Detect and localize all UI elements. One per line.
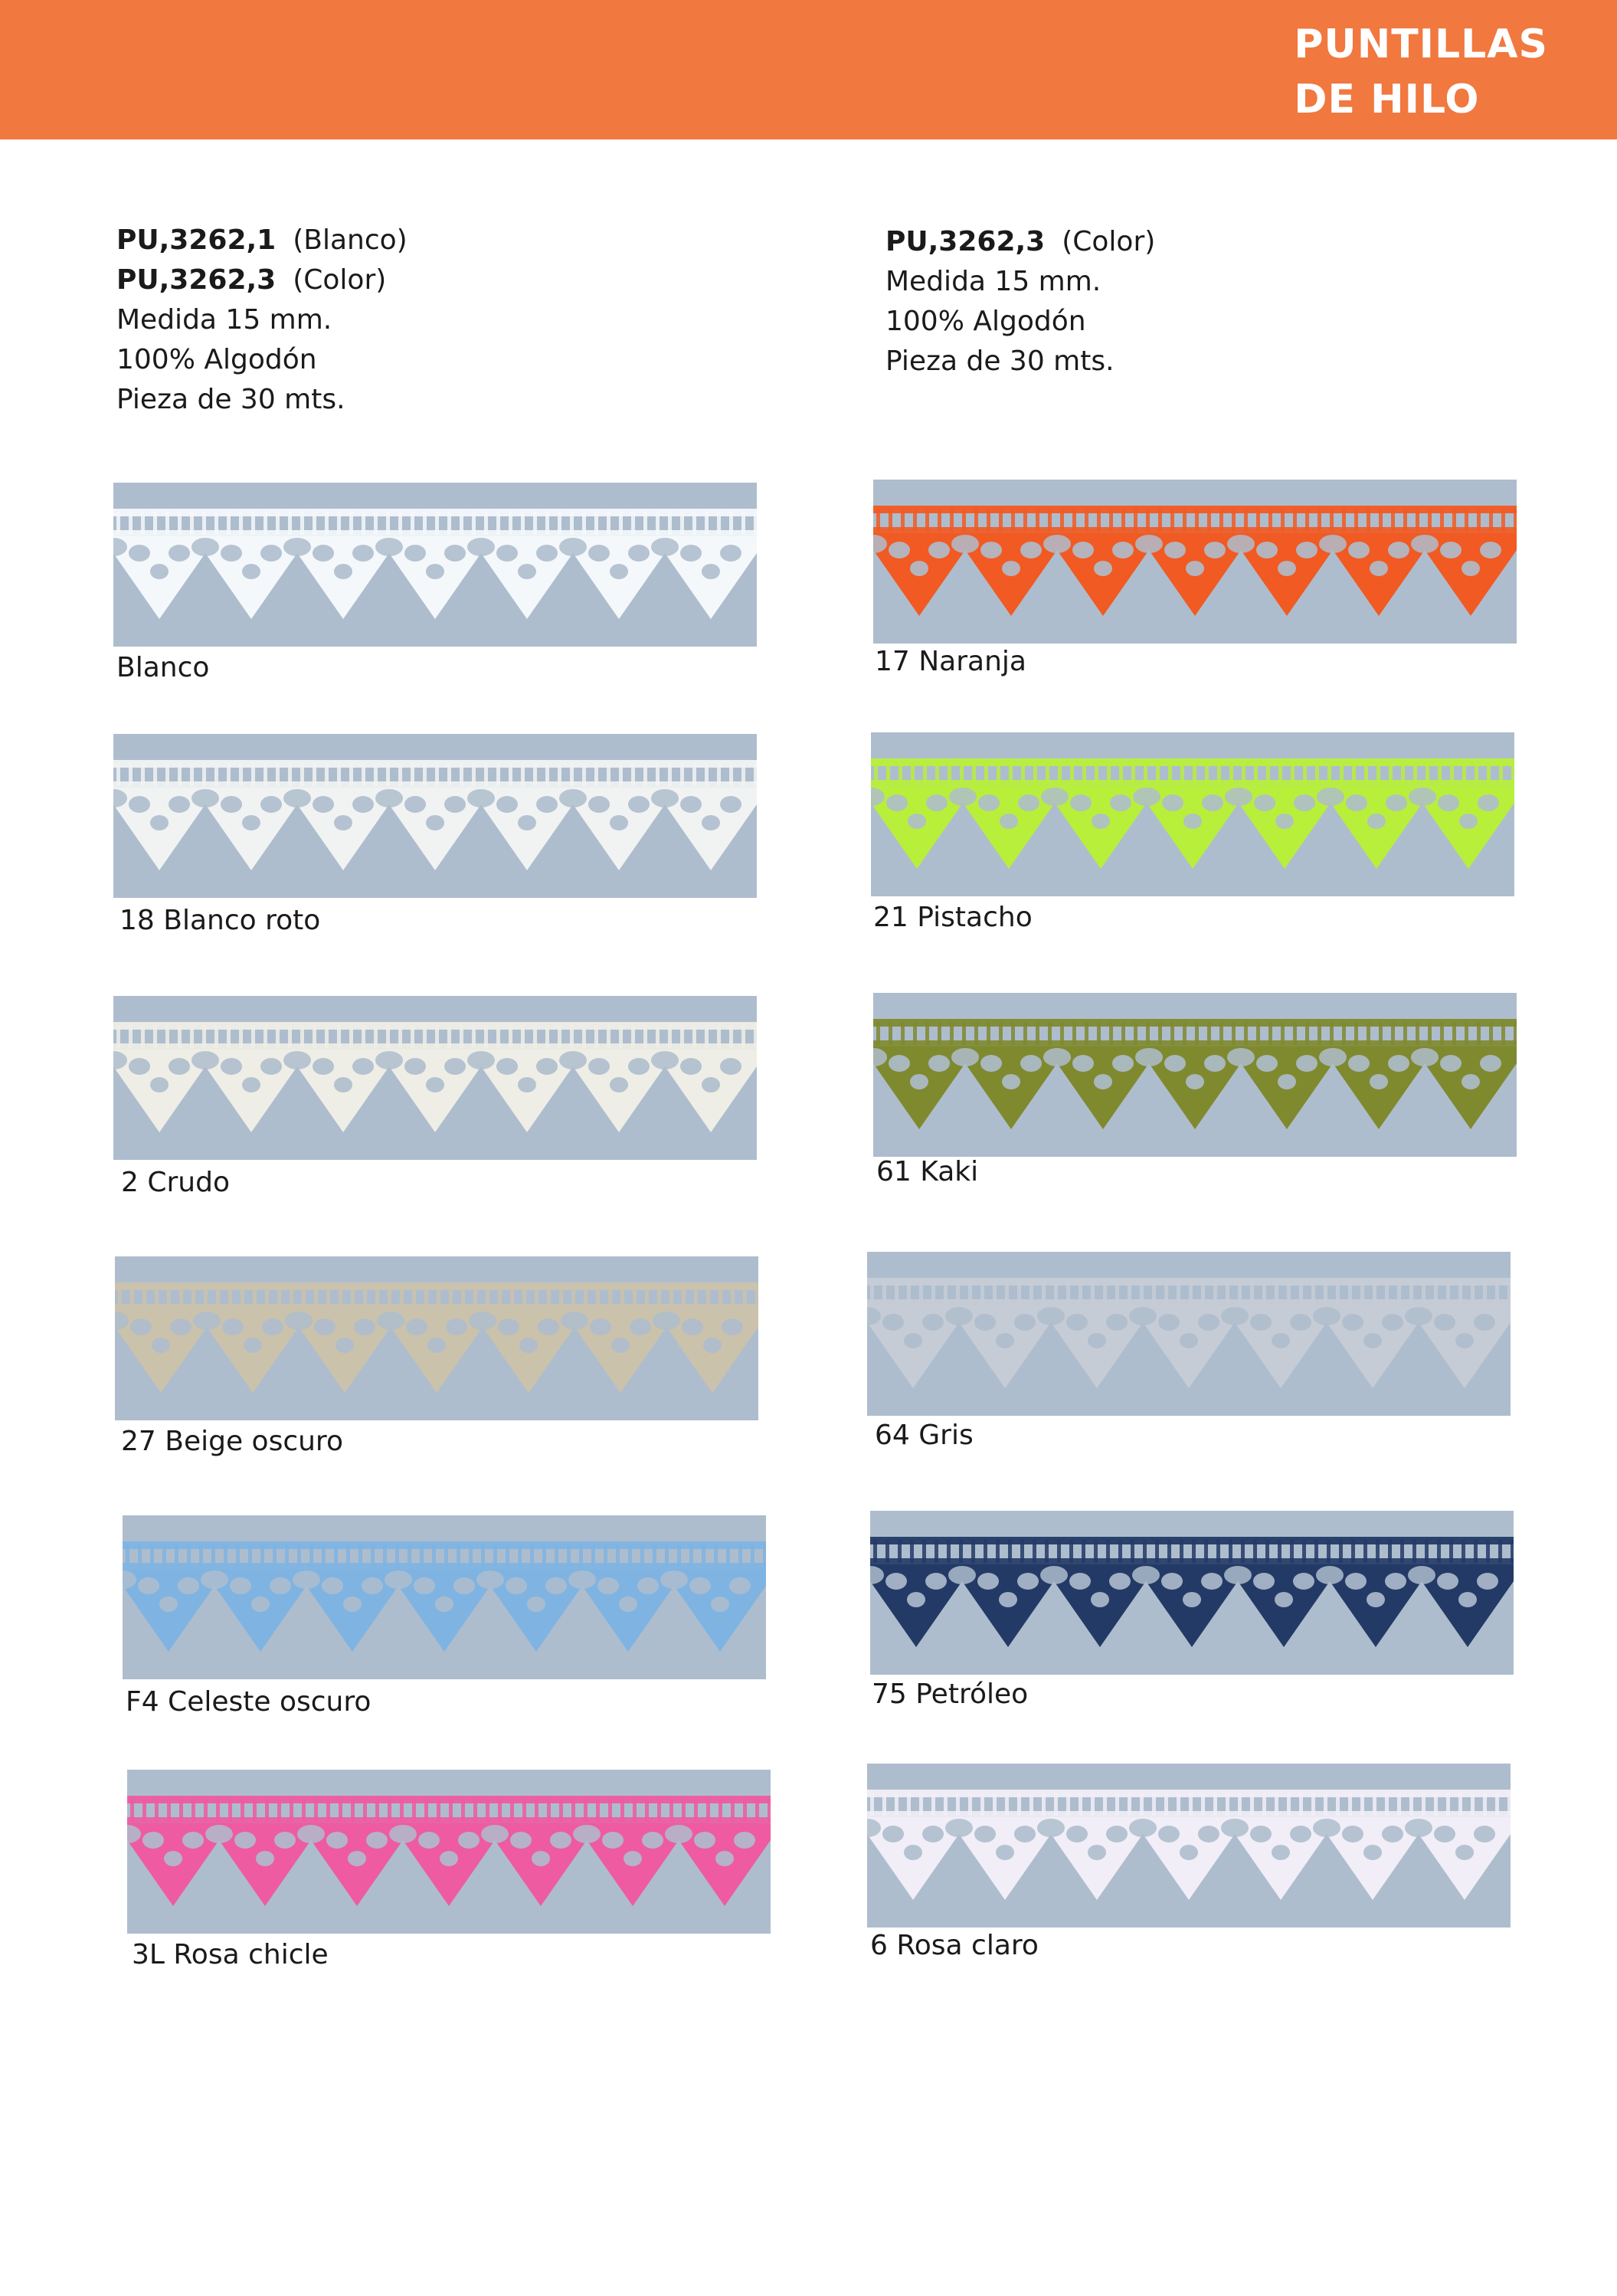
lace-swatch: [870, 1511, 1514, 1675]
spec-note: (Blanco): [293, 224, 408, 256]
spec-code: PU,3262,3: [116, 264, 277, 296]
page-title: [1294, 17, 1548, 127]
spec-code-row: [116, 260, 408, 300]
spec-note: (Color): [293, 264, 387, 296]
lace-trim-image: [127, 1770, 771, 1934]
page-header: [0, 0, 1617, 139]
swatch-label: 3L Rosa chicle: [132, 1939, 329, 1970]
spec-note: (Color): [1062, 226, 1156, 257]
specs-right: [885, 222, 1155, 382]
lace-trim-image: [113, 734, 757, 898]
lace-trim-image: [113, 996, 757, 1160]
page-title-line1: PUNTILLAS: [1294, 21, 1548, 67]
spec-code-row: [885, 222, 1155, 262]
swatch-label: F4 Celeste oscuro: [126, 1686, 372, 1718]
swatch-label: 27 Beige oscuro: [121, 1426, 343, 1457]
lace-swatch: [113, 483, 757, 647]
lace-trim-image: [873, 993, 1517, 1157]
swatch-label: 17 Naranja: [875, 646, 1026, 677]
spec-size: Medida 15 mm.: [885, 266, 1101, 297]
lace-swatch: [871, 732, 1514, 896]
spec-material: 100% Algodón: [116, 344, 317, 375]
lace-trim-image: [113, 483, 757, 647]
lace-swatch: [873, 993, 1517, 1157]
lace-swatch: [867, 1252, 1511, 1416]
lace-swatch: [113, 734, 757, 898]
spec-piece: Pieza de 30 mts.: [116, 384, 345, 415]
lace-trim-image: [870, 1511, 1514, 1675]
spec-piece: Pieza de 30 mts.: [885, 346, 1115, 377]
swatch-label: 21 Pistacho: [873, 902, 1033, 933]
spec-code-row: [116, 221, 408, 260]
swatch-label: Blanco: [116, 652, 210, 683]
lace-swatch: [127, 1770, 771, 1934]
swatch-label: 64 Gris: [875, 1420, 974, 1451]
spec-code: PU,3262,1: [116, 224, 277, 256]
lace-swatch: [867, 1764, 1511, 1928]
swatch-label: 75 Petróleo: [872, 1679, 1029, 1710]
lace-trim-image: [871, 732, 1514, 896]
spec-size: Medida 15 mm.: [116, 304, 332, 336]
lace-trim-image: [115, 1256, 758, 1420]
lace-trim-image: [867, 1252, 1511, 1416]
spec-code: PU,3262,3: [885, 226, 1046, 257]
lace-trim-image: [867, 1764, 1511, 1928]
lace-swatch: [113, 996, 757, 1160]
swatch-label: 6 Rosa claro: [870, 1930, 1039, 1961]
spec-material: 100% Algodón: [885, 306, 1086, 337]
lace-swatch: [873, 480, 1517, 644]
lace-swatch: [115, 1256, 758, 1420]
lace-trim-image: [123, 1515, 766, 1679]
swatch-label: 2 Crudo: [121, 1167, 230, 1198]
specs-left: [116, 221, 408, 420]
swatch-label: 18 Blanco roto: [119, 905, 321, 936]
swatch-label: 61 Kaki: [876, 1156, 979, 1187]
page-title-line2: DE HILO: [1294, 77, 1480, 123]
lace-swatch: [123, 1515, 766, 1679]
lace-trim-image: [873, 480, 1517, 644]
